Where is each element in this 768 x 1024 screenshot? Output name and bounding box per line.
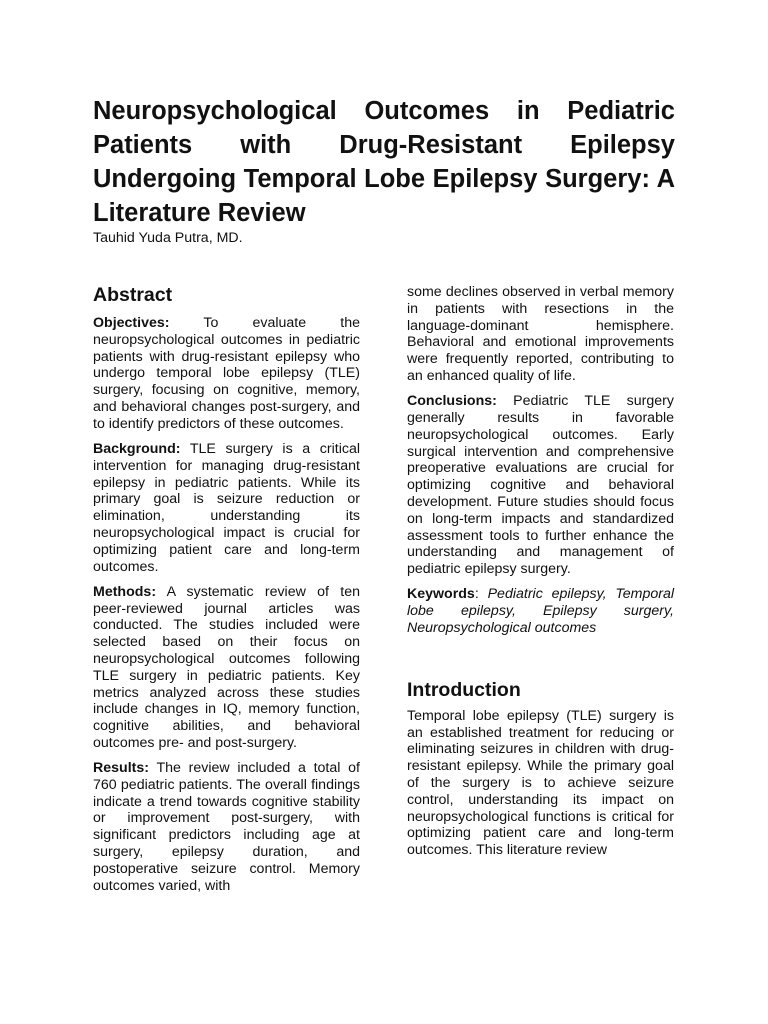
conclusions-label: Conclusions: — [407, 393, 497, 410]
objectives-text: To evaluate the neuropsychological outcomes in pediatric patients with drug-resistant epilepsy who undergo temporal lobe epilepsy (TLE) surgery, focusing on cognitive, memory, and behavioral changes post-surgery, and to identify predictors of these outcomes. — [93, 315, 360, 432]
results-label: Results: — [93, 760, 149, 777]
keywords-text: Pediatric epilepsy, Temporal lobe epilepsy, Epilepsy surgery, Neuropsychological outcomes — [407, 586, 674, 636]
background-text: TLE surgery is a critical intervention for managing drug-resistant epilepsy in pediatric patients. While its primary goal is seizure reduction or elimination, understanding its neuropsychological impact is crucial for optimizing patient care and long-term outcomes. — [93, 440, 360, 575]
left-column — [93, 283, 360, 903]
methods-paragraph — [93, 584, 360, 752]
paper-title: Neuropsychological Outcomes in Pediatric Patients with Drug-Resistant Epilepsy Undergoing Temporal Lobe Epilepsy Surgery: A Literature Review — [93, 97, 675, 227]
keywords-colon: : — [474, 586, 479, 603]
methods-text: A systematic review of ten peer-reviewed journal articles was conducted. The studies included were selected based on their focus on neuropsychological outcomes following TLE surgery in pediatric patients. Key metrics analyzed across these studies include changes in IQ, memory function, cognitive abilities, and behavioral outcomes pre- and post-surgery. — [93, 583, 360, 751]
results-paragraph — [93, 760, 360, 894]
background-label: Background: — [93, 440, 181, 457]
conclusions-text: Pediatric TLE surgery generally results in favorable neuropsychological outcomes. Early surgical intervention and comprehensive preoperative evaluations are crucial for optimizing cognitive and behavioral development. Future studies should focus on long-term impacts and standardized assessment tools to further enhance the understanding and management of pediatric epilepsy surgery. — [407, 393, 674, 578]
keywords-paragraph — [407, 586, 674, 636]
objectives-paragraph — [93, 315, 360, 433]
background-paragraph — [93, 441, 360, 575]
abstract-heading: Abstract — [93, 284, 173, 306]
conclusions-paragraph — [407, 393, 674, 578]
introduction-heading: Introduction — [407, 678, 521, 701]
results-continued-paragraph: some declines observed in verbal memory in patients with resections in the language-dominant hemisphere. Behavioral and emotional improvements were frequently reported, contributing to an enhanced quality of life. — [407, 284, 674, 384]
objectives-label: Objectives: — [93, 315, 170, 331]
keywords-label: Keywords — [407, 586, 475, 603]
right-column — [407, 284, 674, 867]
methods-label: Methods: — [93, 583, 157, 600]
introduction-paragraph: Temporal lobe epilepsy (TLE) surgery is an established treatment for reducing or eliminating seizures in children with drug-resistant epilepsy. While the primary goal of the surgery is to achieve seizure control, understanding its impact on neuropsychological functions is critical for optimizing patient care and long-term outcomes. This literature review — [407, 707, 674, 859]
results-text: The review included a total of 760 pediatric patients. The overall findings indicate a trend towards cognitive stability or improvement post-surgery, with significant predictors including age at surgery, epilepsy duration, and postoperative seizure control. Memory outcomes varied, with — [93, 760, 360, 894]
author-name: Tauhid Yuda Putra, MD. — [93, 230, 243, 246]
